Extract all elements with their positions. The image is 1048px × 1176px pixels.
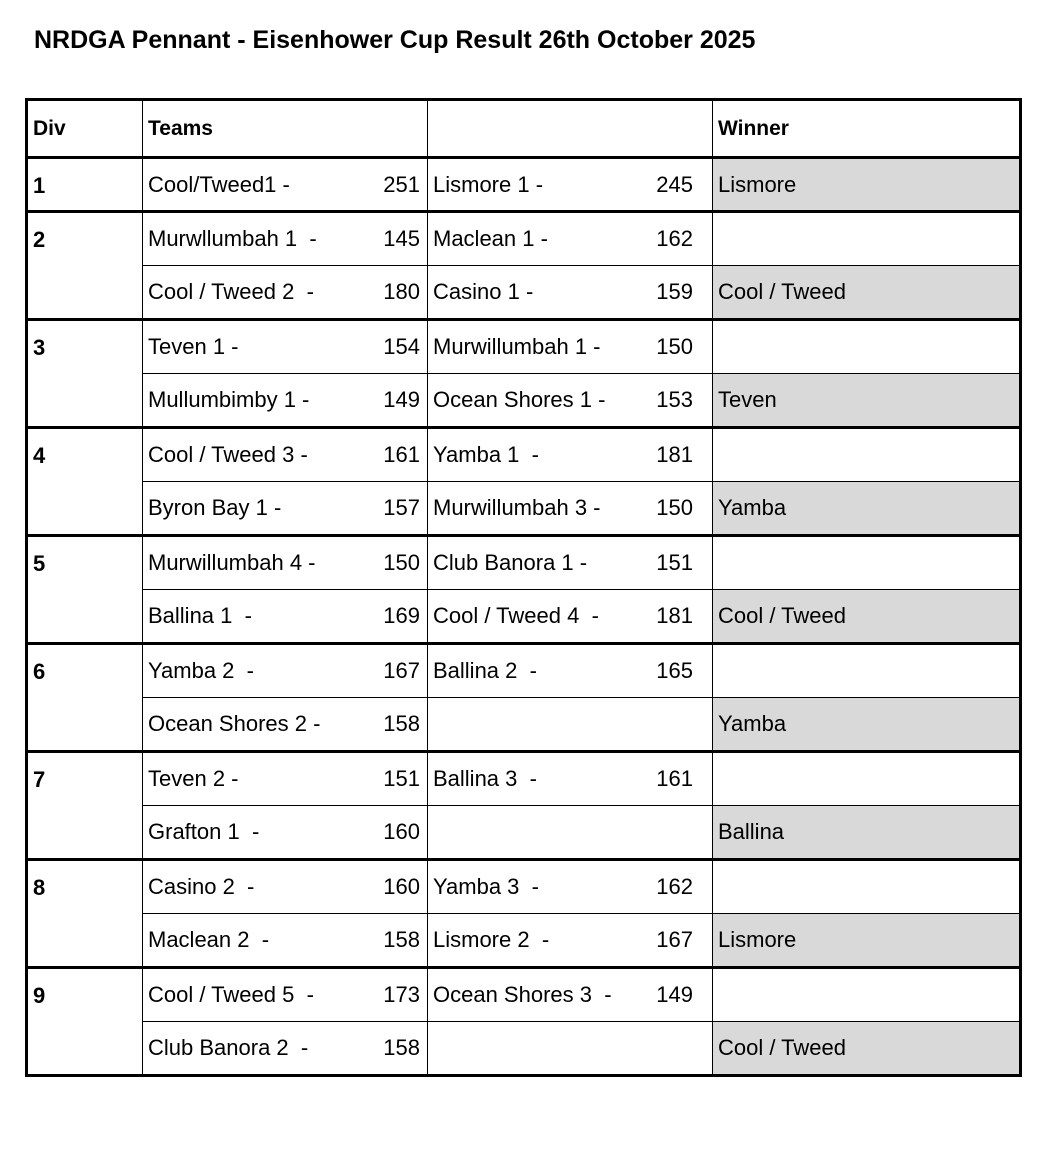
team-name: Cool / Tweed 3 - — [148, 442, 308, 467]
table-row — [27, 266, 1021, 320]
team-name: Teven 1 - — [148, 334, 239, 359]
table-row — [27, 914, 1021, 968]
winner-cell — [713, 212, 1021, 266]
team-b-cell — [428, 428, 713, 482]
team-score: 162 — [656, 874, 693, 899]
team-score: 151 — [656, 550, 693, 575]
team-name: Grafton 1 - — [148, 819, 260, 844]
team-a-cell — [143, 266, 428, 320]
team-b-cell — [428, 266, 713, 320]
team-b-cell — [428, 1022, 713, 1076]
team-b-cell — [428, 914, 713, 968]
team-name: Murwillumbah 3 - — [433, 495, 601, 520]
team-a-cell — [143, 698, 428, 752]
team-name: Cool / Tweed 5 - — [148, 982, 314, 1007]
team-b-cell — [428, 212, 713, 266]
team-score: 150 — [383, 550, 420, 575]
team-score: 158 — [383, 711, 420, 736]
team-b-cell — [428, 536, 713, 590]
team-a-cell — [143, 536, 428, 590]
table-header-row — [27, 100, 1021, 158]
winner-cell — [713, 860, 1021, 914]
table-row — [27, 158, 1021, 212]
team-a-cell — [143, 968, 428, 1022]
team-score: 149 — [383, 387, 420, 412]
table-row — [27, 590, 1021, 644]
team-name: Lismore 1 - — [433, 171, 544, 197]
team-b-cell — [428, 806, 713, 860]
team-name: Ocean Shores 1 - — [433, 387, 606, 412]
team-score: 159 — [656, 279, 693, 304]
team-name: Cool / Tweed 4 - — [433, 603, 599, 628]
team-name: Ballina 2 - — [433, 658, 537, 683]
division-number: 4 — [27, 428, 143, 536]
team-b-cell — [428, 158, 713, 212]
team-b-cell — [428, 698, 713, 752]
team-name: Club Banora 2 - — [148, 1035, 309, 1060]
team-a-cell — [143, 320, 428, 374]
division-number: 8 — [27, 860, 143, 968]
team-score: 149 — [656, 982, 693, 1007]
header-teams: Teams — [143, 100, 428, 158]
winner-cell — [713, 752, 1021, 806]
winner-cell: Yamba — [713, 482, 1021, 536]
team-score: 145 — [383, 226, 420, 251]
team-score: 173 — [383, 982, 420, 1007]
team-score: 158 — [383, 1035, 420, 1060]
team-a-cell — [143, 806, 428, 860]
team-name: Yamba 1 - — [433, 442, 539, 467]
team-b-cell — [428, 860, 713, 914]
table-row — [27, 644, 1021, 698]
team-a-cell — [143, 482, 428, 536]
team-name: Cool/Tweed1 - — [148, 171, 290, 197]
team-score: 162 — [656, 226, 693, 251]
team-a-cell — [143, 860, 428, 914]
team-name: Murwillumbah 1 - — [433, 334, 601, 359]
table-row — [27, 860, 1021, 914]
table-row — [27, 698, 1021, 752]
team-score: 161 — [383, 442, 420, 467]
team-a-cell — [143, 374, 428, 428]
winner-cell — [713, 968, 1021, 1022]
table-row — [27, 212, 1021, 266]
winner-cell: Ballina — [713, 806, 1021, 860]
team-name: Maclean 2 - — [148, 927, 270, 952]
winner-cell — [713, 320, 1021, 374]
winner-cell: Cool / Tweed — [713, 266, 1021, 320]
winner-cell — [713, 644, 1021, 698]
team-a-cell — [143, 752, 428, 806]
page-title: NRDGA Pennant - Eisenhower Cup Result 26th October 2025 — [34, 26, 756, 54]
team-score: 151 — [383, 766, 420, 791]
team-a-cell — [143, 1022, 428, 1076]
division-number: 3 — [27, 320, 143, 428]
team-a-cell — [143, 428, 428, 482]
team-name: Yamba 2 - — [148, 658, 254, 683]
team-score: 157 — [383, 495, 420, 520]
team-b-cell — [428, 482, 713, 536]
team-b-cell — [428, 320, 713, 374]
division-number: 1 — [27, 158, 143, 212]
team-a-cell — [143, 158, 428, 212]
table-row — [27, 1022, 1021, 1076]
team-name: Casino 1 - — [433, 279, 534, 304]
table-row — [27, 320, 1021, 374]
winner-cell: Cool / Tweed — [713, 590, 1021, 644]
team-a-cell — [143, 644, 428, 698]
table-row — [27, 482, 1021, 536]
table-row — [27, 806, 1021, 860]
team-b-cell — [428, 968, 713, 1022]
winner-cell: Lismore — [713, 914, 1021, 968]
team-name: Ballina 3 - — [433, 766, 537, 791]
team-score: 161 — [656, 766, 693, 791]
team-score: 251 — [383, 171, 420, 197]
team-score: 245 — [656, 171, 693, 197]
team-name: Teven 2 - — [148, 766, 239, 791]
header-winner: Winner — [713, 100, 1021, 158]
header-opponent — [428, 100, 713, 158]
winner-cell: Yamba — [713, 698, 1021, 752]
division-number: 5 — [27, 536, 143, 644]
winner-cell: Cool / Tweed — [713, 1022, 1021, 1076]
header-div: Div — [27, 100, 143, 158]
team-name: Murwllumbah 1 - — [148, 226, 317, 251]
team-score: 167 — [656, 927, 693, 952]
team-score: 150 — [656, 334, 693, 359]
division-number: 9 — [27, 968, 143, 1076]
winner-cell: Teven — [713, 374, 1021, 428]
team-score: 167 — [383, 658, 420, 683]
table-row — [27, 428, 1021, 482]
table-row — [27, 536, 1021, 590]
team-a-cell — [143, 914, 428, 968]
team-name: Ocean Shores 3 - — [433, 982, 612, 1007]
winner-cell — [713, 536, 1021, 590]
team-name: Yamba 3 - — [433, 874, 539, 899]
team-score: 169 — [383, 603, 420, 628]
team-score: 181 — [656, 603, 693, 628]
team-name: Lismore 2 - — [433, 927, 550, 952]
team-score: 153 — [656, 387, 693, 412]
division-number: 6 — [27, 644, 143, 752]
team-b-cell — [428, 752, 713, 806]
winner-cell — [713, 428, 1021, 482]
team-score: 165 — [656, 658, 693, 683]
team-score: 158 — [383, 927, 420, 952]
team-name: Casino 2 - — [148, 874, 255, 899]
team-score: 181 — [656, 442, 693, 467]
results-table — [25, 98, 1022, 1077]
division-number: 2 — [27, 212, 143, 320]
team-a-cell — [143, 212, 428, 266]
team-name: Murwillumbah 4 - — [148, 550, 316, 575]
team-name: Ballina 1 - — [148, 603, 252, 628]
team-b-cell — [428, 590, 713, 644]
team-score: 154 — [383, 334, 420, 359]
table-row — [27, 752, 1021, 806]
team-name: Byron Bay 1 - — [148, 495, 282, 520]
team-name: Mullumbimby 1 - — [148, 387, 310, 412]
team-b-cell — [428, 644, 713, 698]
team-score: 150 — [656, 495, 693, 520]
table-row — [27, 374, 1021, 428]
team-score: 160 — [383, 874, 420, 899]
team-name: Maclean 1 - — [433, 226, 548, 251]
team-b-cell — [428, 374, 713, 428]
team-score: 160 — [383, 819, 420, 844]
winner-cell: Lismore — [713, 158, 1021, 212]
team-name: Cool / Tweed 2 - — [148, 279, 314, 304]
team-name: Ocean Shores 2 - — [148, 711, 321, 736]
team-a-cell — [143, 590, 428, 644]
table-row — [27, 968, 1021, 1022]
team-name: Club Banora 1 - — [433, 550, 588, 575]
division-number: 7 — [27, 752, 143, 860]
team-score: 180 — [383, 279, 420, 304]
